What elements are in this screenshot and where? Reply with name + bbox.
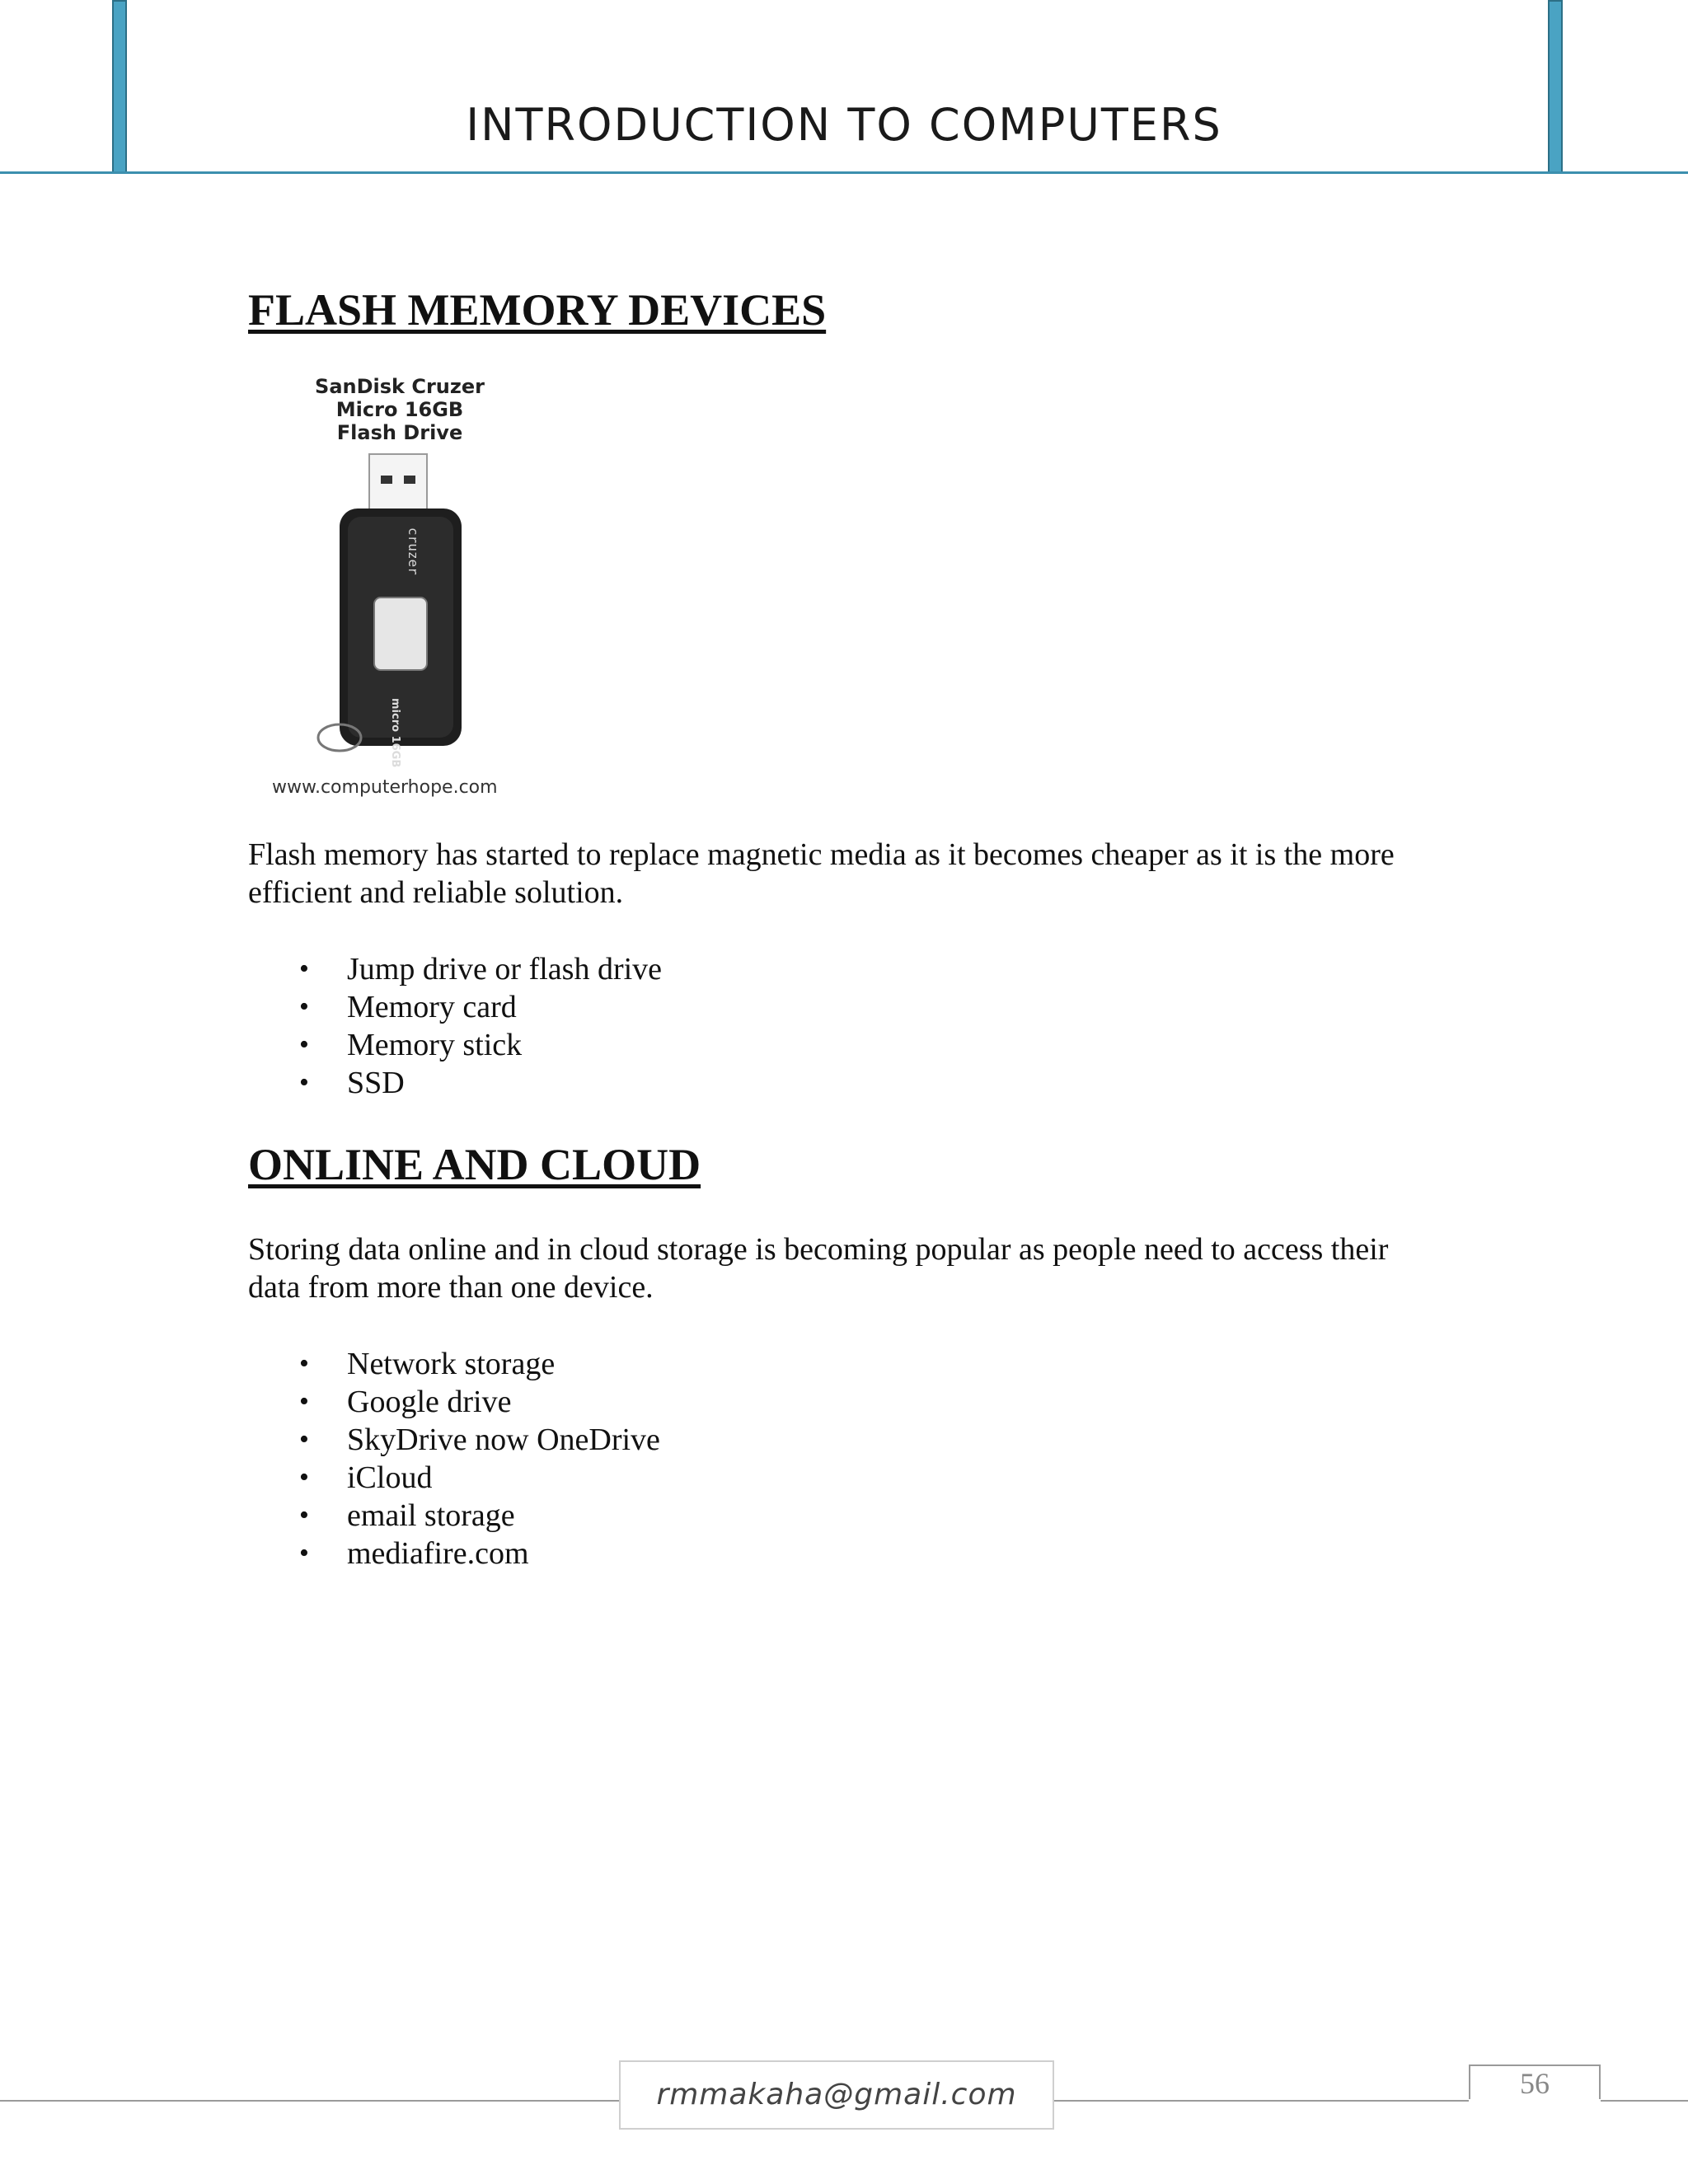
bullet-icon: • xyxy=(299,954,309,984)
flash-memory-paragraph: Flash memory has started to replace magnetic media as it becomes cheaper as it is the more efficient and reliable solution. xyxy=(248,837,1395,910)
image-caption: SanDisk Cruzer Micro 16GB Flash Drive xyxy=(315,375,485,444)
bullet-icon: • xyxy=(299,1424,309,1455)
bullet-icon: • xyxy=(299,991,309,1022)
bullet-icon: • xyxy=(299,1462,309,1493)
svg-text:micro 16GB: micro 16GB xyxy=(389,698,401,768)
bullet-icon: • xyxy=(299,1538,309,1568)
header-divider xyxy=(0,171,1688,174)
online-cloud-paragraph: Storing data online and in cloud storage is becoming popular as people need to access their data from more than one device. xyxy=(248,1232,1389,1305)
section-heading-flash-memory: FLASH MEMORY DEVICES xyxy=(248,285,827,335)
footer-line-left xyxy=(0,2100,619,2102)
bullet-icon: • xyxy=(299,1500,309,1530)
footer-line-right xyxy=(1601,2100,1688,2102)
list-item: • Memory card xyxy=(299,990,517,1024)
list-item: • SSD xyxy=(299,1066,405,1100)
bullet-icon: • xyxy=(299,1348,309,1379)
list-item: • email storage xyxy=(299,1498,515,1533)
page-number: 56 xyxy=(1469,2064,1601,2099)
bullet-icon: • xyxy=(299,1029,309,1060)
section-heading-online-cloud: ONLINE AND CLOUD xyxy=(248,1140,701,1189)
list-item: • iCloud xyxy=(299,1460,433,1495)
page-header-title: INTRODUCTION TO COMPUTERS xyxy=(466,99,1222,151)
bullet-icon: • xyxy=(299,1386,309,1417)
flash-drive-image xyxy=(264,375,536,804)
image-source-url: www.computerhope.com xyxy=(272,777,498,798)
list-item: • Jump drive or flash drive xyxy=(299,952,663,987)
footer-email: rmmakaha@gmail.com xyxy=(619,2060,1054,2130)
list-item: • Memory stick xyxy=(299,1028,523,1062)
list-item: • Google drive xyxy=(299,1385,512,1419)
usb-drive-icon xyxy=(264,375,536,771)
svg-text:cruzer: cruzer xyxy=(406,527,421,575)
list-item: • SkyDrive now OneDrive xyxy=(299,1422,660,1457)
list-item: • Network storage xyxy=(299,1347,556,1381)
list-item: • mediafire.com xyxy=(299,1536,529,1571)
online-cloud-list xyxy=(248,1345,660,1572)
bullet-icon: • xyxy=(299,1067,309,1098)
footer-line-middle xyxy=(1054,2100,1469,2102)
flash-memory-list xyxy=(248,950,662,1102)
